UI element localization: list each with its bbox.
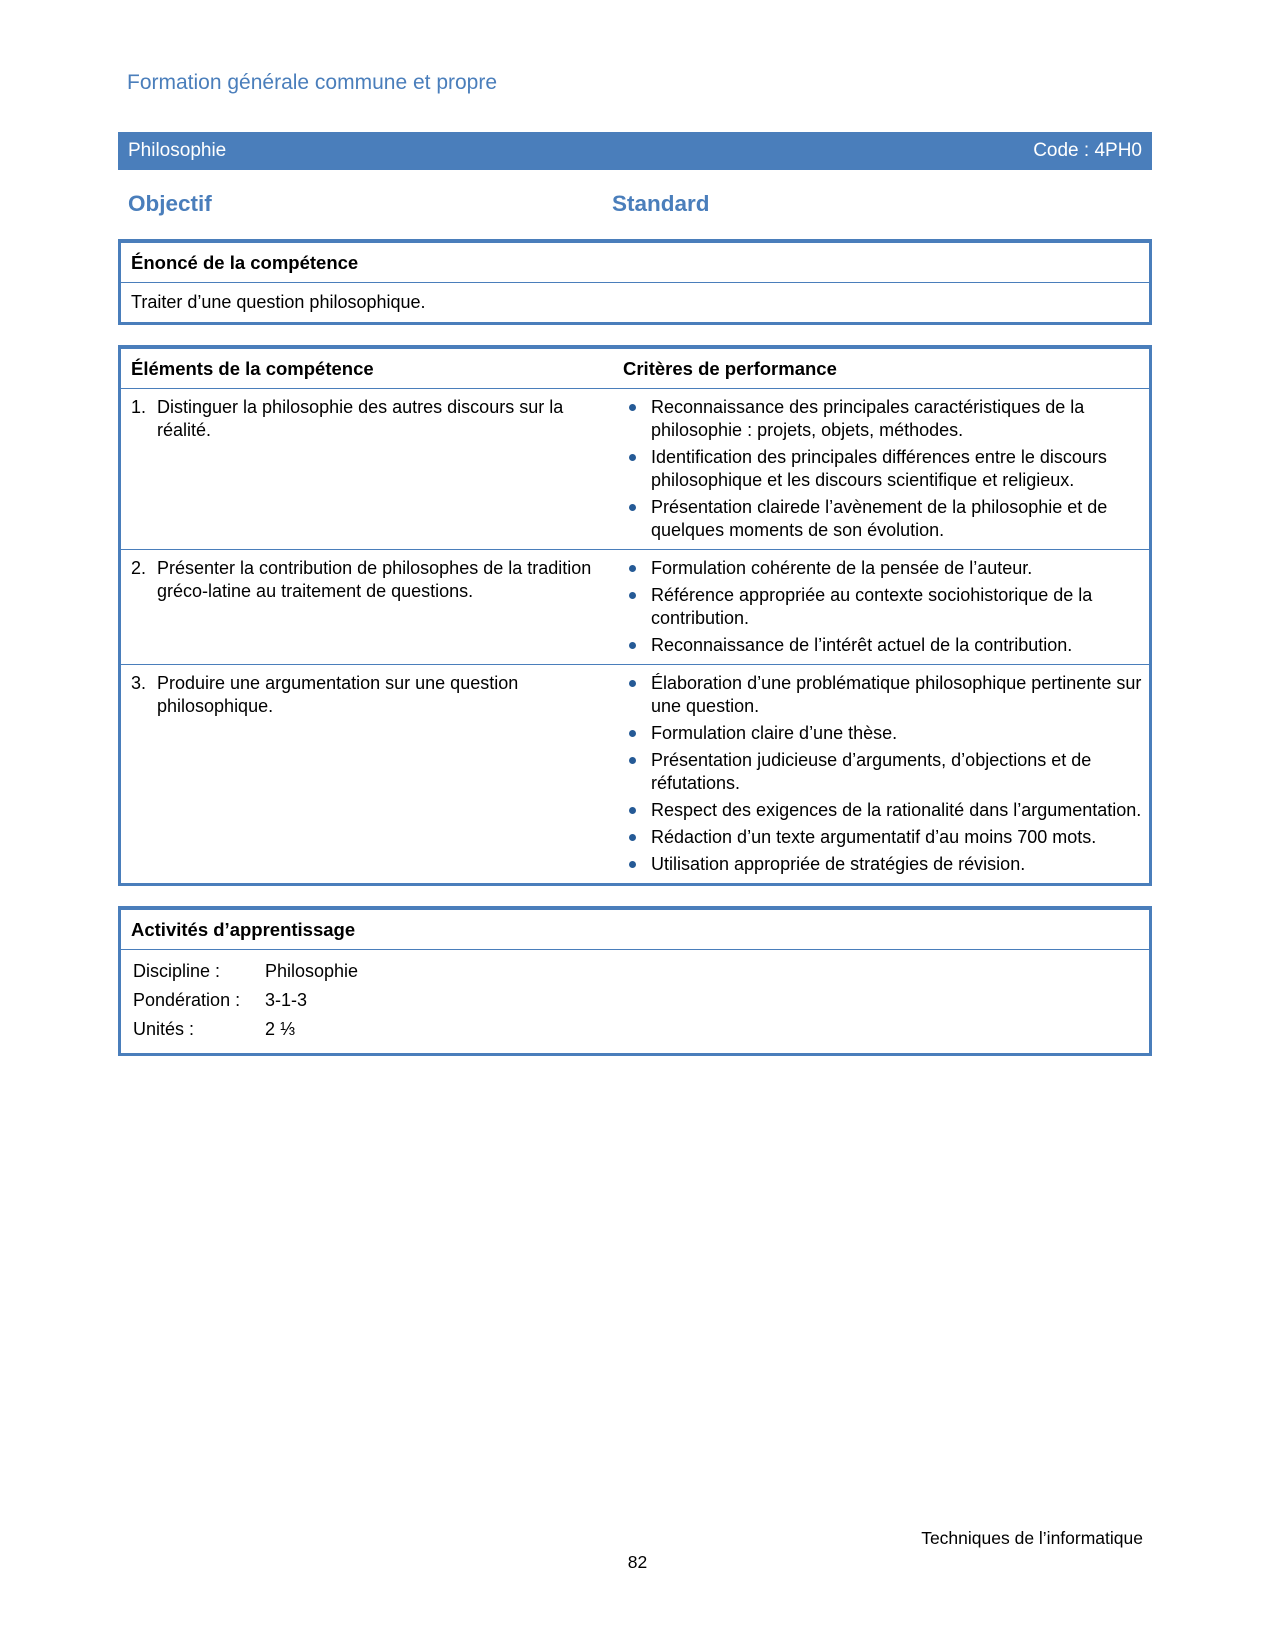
criteria-item: Respect des exigences de la rationalité dans l’argumentation. (623, 799, 1145, 822)
criteres-column-header: Critères de performance (623, 358, 837, 379)
element-item (131, 672, 607, 718)
competence-table (118, 345, 1152, 886)
criteria-item: Formulation cohérente de la pensée de l’auteur. (623, 557, 1145, 580)
criteria-item: Identification des principales différences entre le discours philosophique et les discours scientifique et religieux. (623, 446, 1145, 492)
enonce-box-body: Traiter d’une question philosophique. (131, 292, 426, 312)
criteria-item: Formulation claire d’une thèse. (623, 722, 1145, 745)
footer-page-number: 82 (627, 1552, 648, 1572)
competence-table-header (121, 349, 1149, 389)
table-row (121, 550, 1149, 665)
table-row (121, 389, 1149, 550)
footer-program-name: Techniques de l’informatique (921, 1528, 1143, 1548)
element-number: 1. (131, 397, 147, 417)
criteria-item: Reconnaissance des principales caractéristiques de la philosophie : projets, objets, méthodes. (623, 396, 1145, 442)
course-title-bar (118, 132, 1152, 170)
enonce-box (118, 239, 1152, 325)
field-value: 3-1-3 (265, 990, 308, 1010)
element-item (131, 396, 607, 442)
criteria-item: Présentation judicieuse d’arguments, d’objections et de réfutations. (623, 749, 1145, 795)
element-text: Présenter la contribution de philosophes de la tradition gréco-latine au traitement de questions. (157, 558, 592, 601)
element-item (131, 557, 607, 603)
column-headings (118, 191, 1152, 219)
page-content (118, 0, 1152, 1056)
criteria-item: Rédaction d’un texte argumentatif d’au moins 700 mots. (623, 826, 1145, 849)
enonce-box-title: Énoncé de la compétence (121, 243, 1149, 283)
criteria-item: Utilisation appropriée de stratégies de révision. (623, 853, 1145, 876)
field-label: Unités : (133, 1019, 195, 1039)
activites-box-title: Activités d’apprentissage (121, 910, 1149, 950)
criteria-list (623, 557, 1145, 657)
element-text: Produire une argumentation sur une question philosophique. (157, 673, 519, 716)
field-value: 2 ⅓ (265, 1019, 296, 1039)
criteria-list (623, 672, 1145, 876)
field-label: Discipline : (133, 961, 221, 981)
table-row (121, 665, 1149, 883)
course-code: Code : 4PH0 (1033, 140, 1142, 161)
field-row (133, 986, 1139, 1015)
objectif-heading: Objectif (128, 191, 212, 216)
field-row (133, 1015, 1139, 1044)
field-row (133, 957, 1139, 986)
criteria-list (623, 396, 1145, 542)
field-label: Pondération : (133, 990, 241, 1010)
criteria-item: Référence appropriée au contexte sociohistorique de la contribution. (623, 584, 1145, 630)
activites-fields (121, 950, 1149, 1053)
element-text: Distinguer la philosophie des autres discours sur la réalité. (157, 397, 564, 440)
criteria-item: Élaboration d’une problématique philosophique pertinente sur une question. (623, 672, 1145, 718)
criteria-item: Présentation clairede l’avènement de la philosophie et de quelques moments de son évolution. (623, 496, 1145, 542)
standard-heading: Standard (612, 191, 710, 216)
element-number: 3. (131, 673, 147, 693)
document-section-title: Formation générale commune et propre (127, 71, 498, 94)
field-value: Philosophie (265, 961, 359, 981)
criteria-item: Reconnaissance de l’intérêt actuel de la contribution. (623, 634, 1145, 657)
course-name: Philosophie (128, 140, 227, 161)
activites-box (118, 906, 1152, 1056)
element-number: 2. (131, 558, 147, 578)
elements-column-header: Éléments de la compétence (131, 358, 374, 379)
